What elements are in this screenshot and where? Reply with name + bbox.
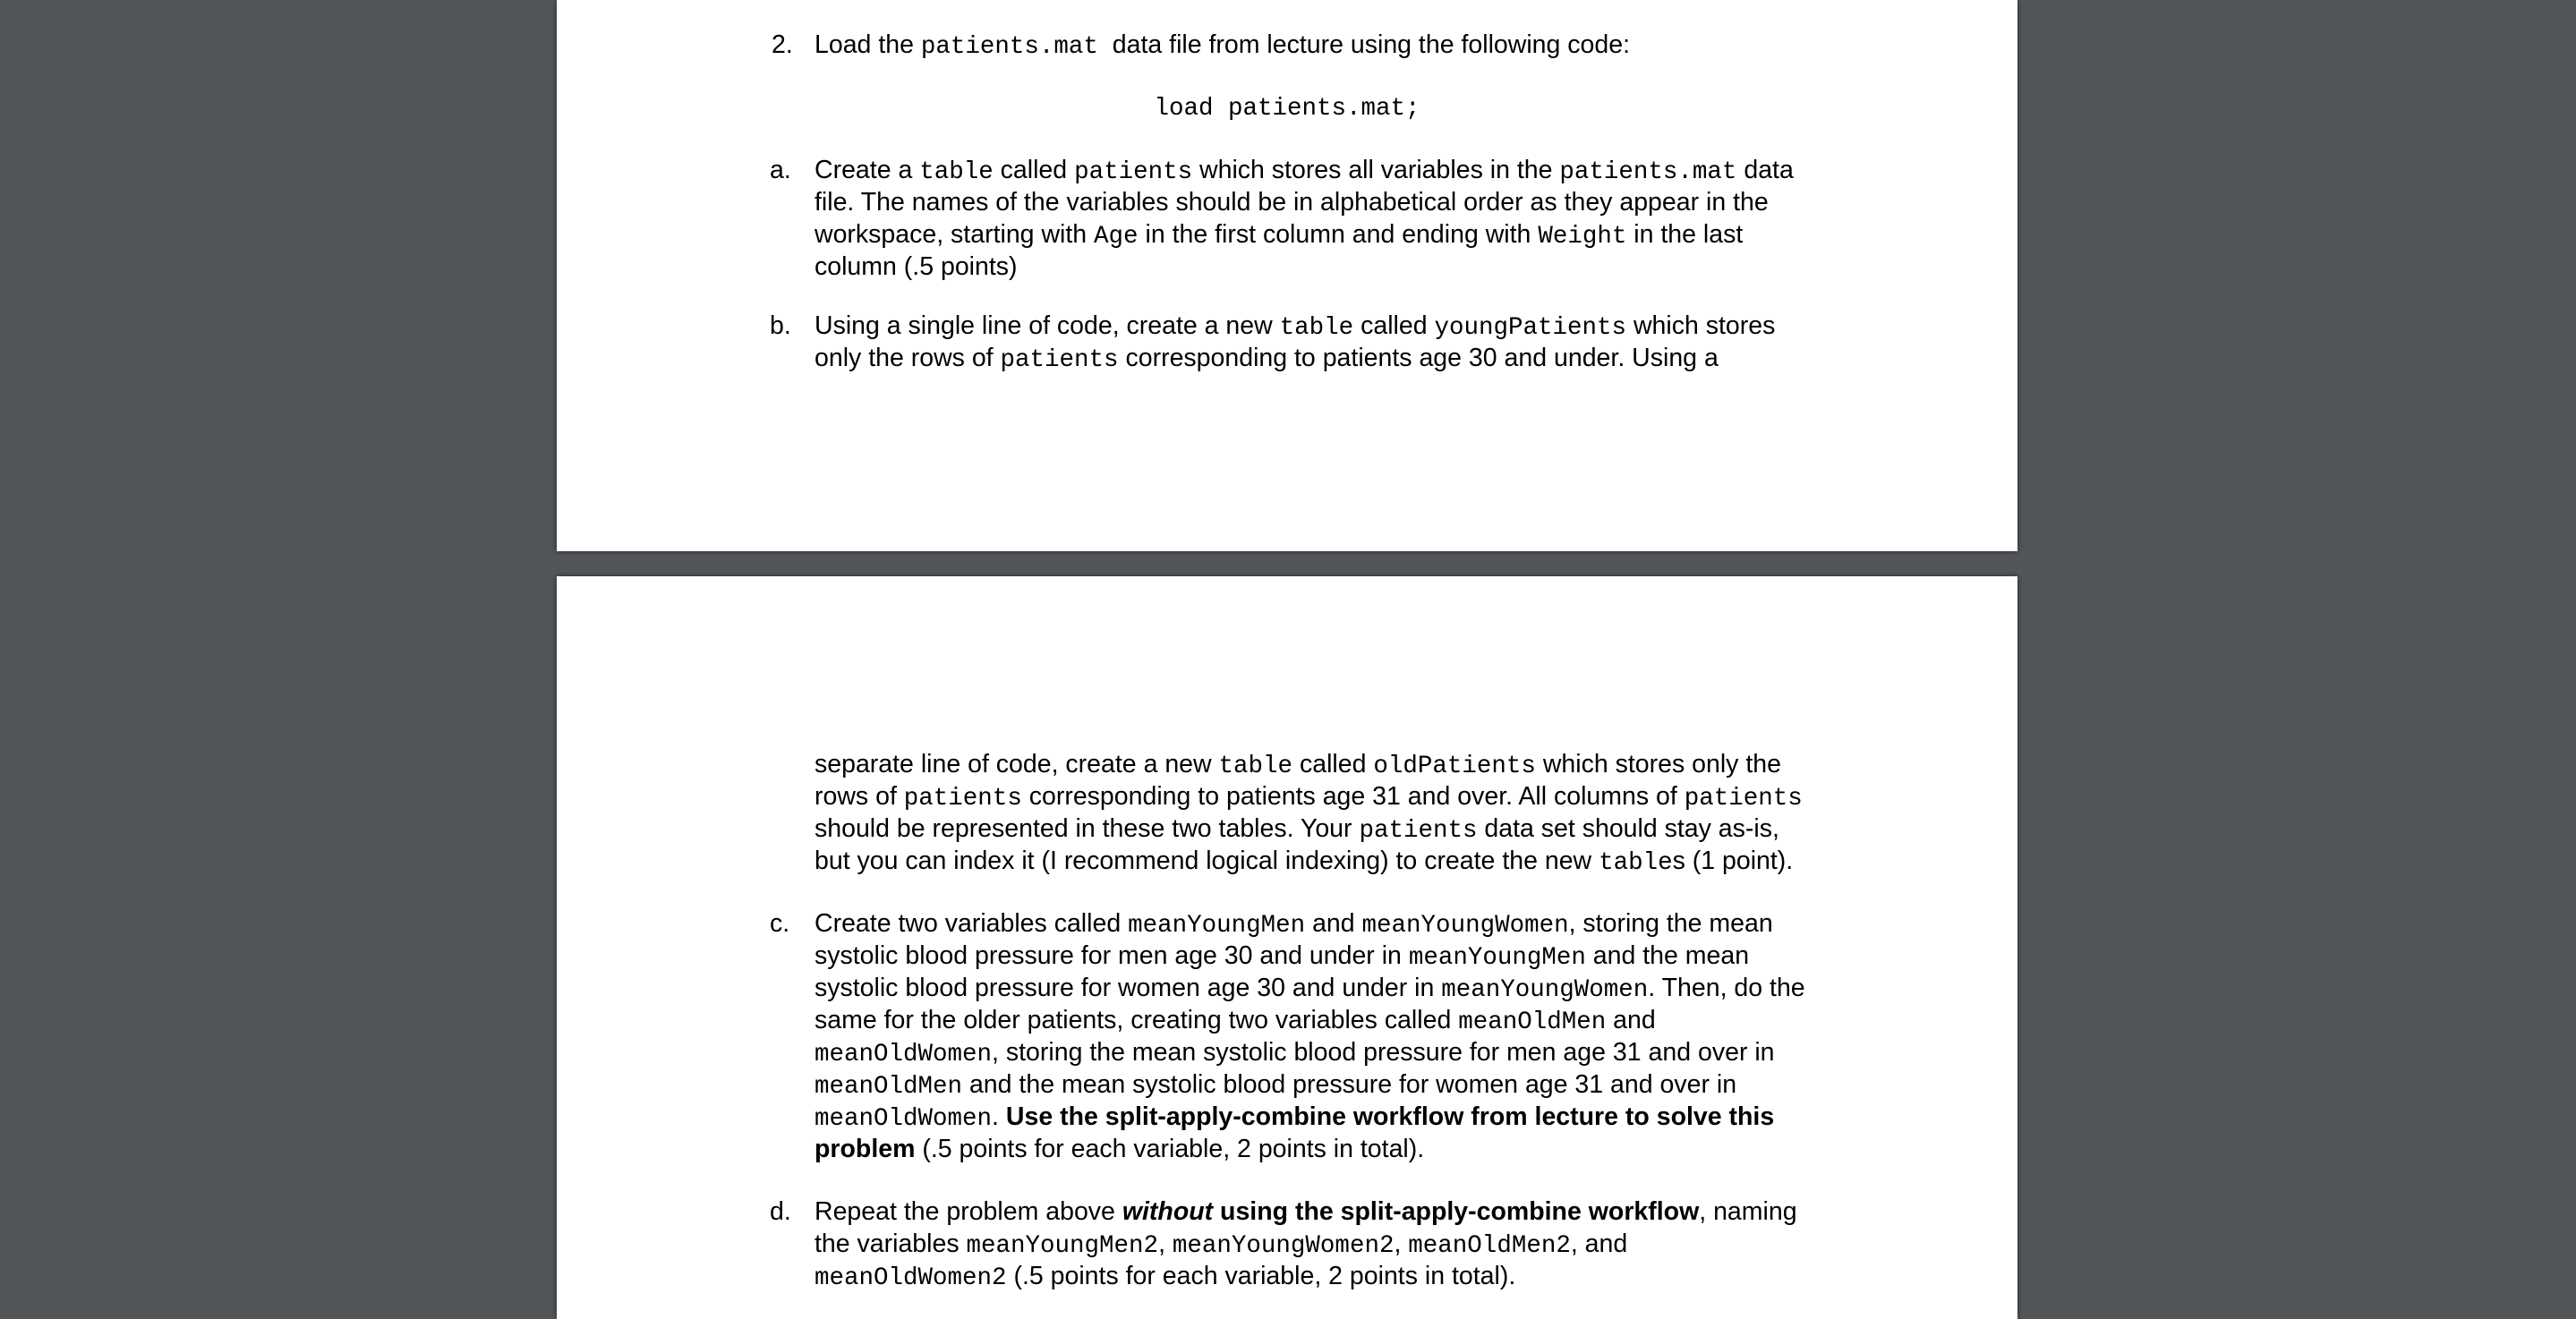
question-2-intro [772, 29, 1630, 64]
item-c-line-4 [815, 1004, 1656, 1039]
text-segment: . Then, do the [1648, 974, 1805, 1002]
item-a-label: a. [770, 156, 791, 184]
text-segment: table [1218, 753, 1293, 780]
text-segment: s (1 point). [1672, 847, 1794, 875]
item-b-line-1 [815, 310, 1775, 345]
text-segment: data set should stay as-is, [1484, 814, 1779, 843]
text-segment: table [1599, 849, 1673, 877]
item-c-line-1 [815, 907, 1773, 942]
text-segment: which stores all variables in the [1199, 156, 1553, 184]
text-segment: systolic blood pressure for women age 30 and under in [815, 974, 1435, 1002]
text-segment: patients [1684, 785, 1803, 813]
text-segment: , [1158, 1230, 1165, 1258]
text-segment: data [1744, 156, 1794, 184]
text-segment: patients [903, 785, 1022, 813]
item-a-line-4: column (.5 points) [815, 252, 1018, 281]
text-segment: (.5 points for each variable, 2 points in total). [922, 1135, 1425, 1163]
item-c-line-2 [815, 940, 1749, 974]
document-page-2 [557, 576, 2017, 1319]
item-c-line-3 [815, 972, 1805, 1007]
item-c-line-7 [815, 1101, 1774, 1136]
text-segment: meanOldWomen2 [815, 1264, 1007, 1292]
text-segment: , storing the mean [1568, 909, 1773, 938]
text-segment: only the rows of [815, 344, 994, 372]
text-segment: in the last [1633, 220, 1744, 249]
text-segment: separate line of code, create a new [815, 750, 1212, 779]
text-segment: Load the [815, 30, 914, 59]
text-segment: which stores only the [1542, 750, 1781, 779]
text-segment: meanYoungWomen2 [1172, 1232, 1395, 1260]
text-segment: data file from lecture using the following code: [1112, 30, 1631, 59]
text-segment: (.5 points for each variable, 2 points in total). [1013, 1262, 1516, 1290]
text-segment: Age [1094, 223, 1139, 251]
text-segment: should be represented in these two tables. Your [815, 814, 1352, 843]
text-segment: problem [815, 1135, 916, 1163]
text-segment: but you can index it (I recommend logical indexing) to create the new [815, 847, 1592, 875]
text-segment: meanYoungMen2 [966, 1232, 1159, 1260]
text-segment: corresponding to patients age 31 and over. All columns of [1028, 782, 1677, 811]
text-segment: meanOldMen [815, 1073, 963, 1101]
text-segment: meanOldWomen [815, 1105, 993, 1133]
text-segment: Repeat the problem above [815, 1197, 1115, 1226]
item-d-label: d. [770, 1197, 791, 1226]
text-segment: Weight [1538, 223, 1627, 251]
text-segment: same for the older patients, creating two variables called [815, 1006, 1452, 1034]
code-sample: load patients.mat; [1154, 95, 1420, 123]
text-segment: meanYoungMen [1408, 944, 1586, 972]
text-segment: meanOldMen2 [1408, 1232, 1571, 1260]
text-segment: , naming [1699, 1197, 1797, 1226]
text-segment: Use the split-apply-combine workflow from lecture to solve this [1005, 1102, 1775, 1131]
text-segment: which stores [1633, 311, 1776, 340]
text-segment: meanYoungWomen [1361, 912, 1569, 940]
text-segment: patients [1359, 817, 1478, 845]
text-segment: and the mean [1592, 941, 1750, 970]
document-page-1 [557, 0, 2017, 551]
text-segment: and the mean systolic blood pressure for women age 31 and over in [968, 1070, 1737, 1099]
text-segment: systolic blood pressure for men age 30 and under in [815, 941, 1402, 970]
text-segment: meanYoungWomen [1441, 976, 1649, 1004]
text-segment: table [919, 158, 994, 186]
item-b-line-4 [815, 780, 1803, 815]
text-segment: in the first column and ending with [1145, 220, 1531, 249]
item-d-line-1 [815, 1196, 1797, 1228]
text-segment: rows of [815, 782, 897, 811]
text-segment: and [1312, 909, 1355, 938]
text-segment: Create a [815, 156, 913, 184]
item-a-line-2: file. The names of the variables should be in alphabetical order as they appear in the [815, 188, 1769, 217]
text-segment: the variables [815, 1230, 960, 1258]
text-segment: called [1361, 311, 1428, 340]
text-segment: , and [1570, 1230, 1628, 1258]
item-a-line-1 [815, 154, 1794, 189]
item-d-line-2 [815, 1228, 1627, 1263]
text-segment: table [1279, 314, 1354, 342]
text-segment: youngPatients [1434, 314, 1627, 342]
text-segment: patients [1074, 158, 1193, 186]
emphasis [1122, 1197, 1213, 1226]
text-segment: workspace, starting with [815, 220, 1088, 249]
text-segment: meanOldMen [1458, 1008, 1607, 1036]
text-segment: without [1122, 1197, 1214, 1226]
text-segment: meanOldWomen [815, 1041, 993, 1068]
text-segment: meanYoungMen [1128, 912, 1306, 940]
text-segment: . [992, 1102, 999, 1131]
text-segment: Create two variables called [815, 909, 1122, 938]
item-c-line-8 [815, 1133, 1424, 1165]
item-c-line-5 [815, 1036, 1775, 1071]
question-number: 2. [772, 30, 793, 59]
text-segment: corresponding to patients age 30 and under. Using a [1125, 344, 1719, 372]
item-d-line-3 [815, 1260, 1515, 1295]
text-segment: patients.mat [920, 33, 1098, 61]
text-segment: called [1299, 750, 1367, 779]
text-segment: , storing the mean systolic blood pressure for men age 31 and over in [992, 1038, 1775, 1067]
text-segment: and [1613, 1006, 1656, 1034]
item-a-line-3 [815, 218, 1743, 253]
item-b-label: b. [770, 311, 791, 340]
text-segment: called [1000, 156, 1068, 184]
item-c-label: c. [770, 909, 790, 938]
text-segment: oldPatients [1373, 753, 1536, 780]
item-b-line-6 [815, 845, 1793, 880]
item-b-line-5 [815, 813, 1779, 847]
item-b-line-3 [815, 748, 1781, 783]
item-b-line-2 [815, 342, 1719, 377]
text-segment: , [1394, 1230, 1402, 1258]
text-segment: Using a single line of code, create a new [815, 311, 1273, 340]
text-segment: using the split-apply-combine workflow [1220, 1197, 1700, 1226]
text-segment: patients [1000, 346, 1119, 374]
item-c-line-6 [815, 1068, 1736, 1103]
text-segment: patients.mat [1559, 158, 1737, 186]
